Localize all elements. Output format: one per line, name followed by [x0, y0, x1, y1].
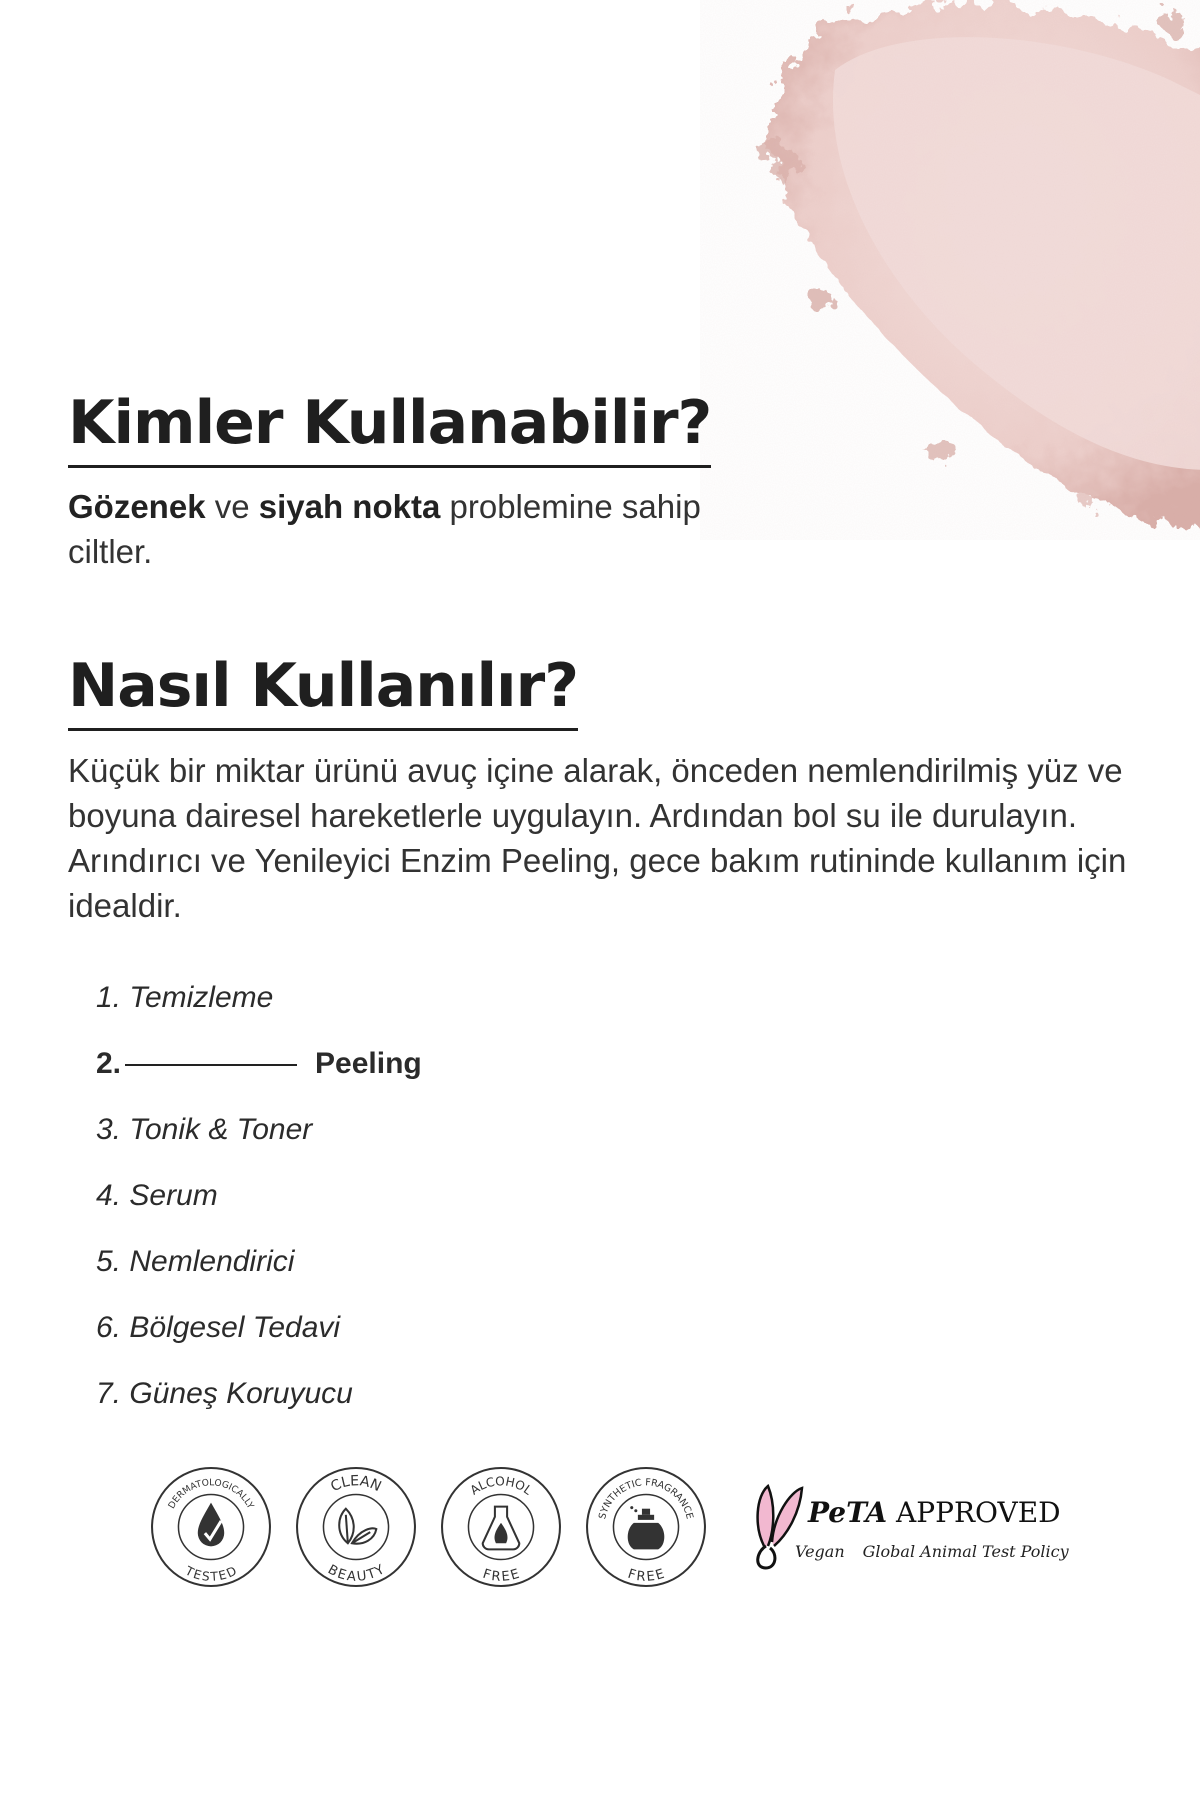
step-number: 4. [96, 1179, 122, 1212]
step-label: Nemlendirici [129, 1245, 295, 1278]
connector-text: ve [205, 488, 259, 525]
step-label: Serum [129, 1179, 218, 1212]
step-peeling [96, 1031, 422, 1097]
certification-badges [150, 1466, 1069, 1596]
peta-policy-text: Global Animal Test Policy [862, 1542, 1069, 1561]
problem-text: problemine sahip ciltler. [68, 488, 701, 570]
step-serum [96, 1163, 422, 1229]
step-toner [96, 1097, 422, 1163]
step-sunscreen [96, 1361, 422, 1427]
peta-vegan-text: Vegan [795, 1542, 845, 1561]
drop-check-icon [198, 1503, 224, 1547]
step-number: 1. [96, 981, 122, 1014]
bunny-ears-icon [750, 1476, 805, 1576]
step-label: Peeling [315, 1047, 422, 1080]
leaf-icon [339, 1509, 376, 1544]
derm-top-text: DERMATOLOGICALLY [167, 1478, 255, 1511]
step-number: 6. [96, 1311, 122, 1344]
routine-steps-list [96, 965, 422, 1427]
step-number: 5. [96, 1245, 122, 1278]
alcohol-free-badge [440, 1466, 562, 1588]
step-cleansing [96, 965, 422, 1031]
peta-title [808, 1496, 1061, 1529]
step-number: 3. [96, 1113, 122, 1146]
alcohol-top-text: ALCOHOL [467, 1474, 535, 1498]
svg-text:TESTED [182, 1563, 239, 1584]
how-to-use-heading: Nasıl Kullanılır? [68, 656, 578, 731]
step-indicator-line [125, 1064, 297, 1066]
powder-swatch-image [700, 0, 1200, 540]
pore-bold-text: Gözenek [68, 488, 206, 525]
clean-top-text: CLEAN [328, 1473, 384, 1496]
who-can-use-text [68, 484, 728, 574]
peta-subtitle [795, 1542, 1069, 1561]
step-number: 2. [96, 1047, 122, 1080]
flame-flask-icon [483, 1507, 520, 1550]
step-moisturizer [96, 1229, 422, 1295]
peta-approved-logo [750, 1476, 1069, 1576]
dermatologically-tested-badge [150, 1466, 272, 1588]
step-number: 7. [96, 1377, 122, 1410]
step-label: Bölgesel Tedavi [129, 1311, 341, 1344]
derm-bottom-text: TESTED [183, 1563, 239, 1584]
alcohol-bottom-text: FREE [480, 1566, 522, 1585]
who-can-use-heading: Kimler Kullanabilir? [68, 393, 711, 468]
peta-approved-text: APPROVED [887, 1496, 1061, 1529]
how-to-use-text: Küçük bir miktar ürünü avuç içine alarak, önceden nemlendirilmiş yüz ve boyuna dairesel hareketlerle uygulayın. Ardından bol su ile durulayın. Arındırıcı ve Yenileyici Enzim Peeling, gece bakım rutininde kullanım için idealdir. [68, 752, 1127, 924]
blackhead-bold-text: siyah nokta [258, 488, 441, 525]
step-label: Temizleme [129, 981, 274, 1014]
fragrance-top-text: SYNTHETIC FRAGRANCE [597, 1477, 695, 1521]
svg-text:CLEAN [328, 1473, 383, 1495]
perfume-bottle-icon [628, 1506, 665, 1549]
svg-text:FREE [481, 1567, 521, 1585]
step-spot-treatment [96, 1295, 422, 1361]
synthetic-fragrance-free-badge [585, 1466, 707, 1588]
clean-bottom-text: BEAUTY [325, 1562, 387, 1585]
fragrance-bottom-text: FREE [625, 1566, 667, 1585]
step-label: Güneş Koruyucu [129, 1377, 353, 1410]
step-label: Tonik & Toner [129, 1113, 313, 1146]
clean-beauty-badge [295, 1466, 417, 1588]
peta-brand-text: PeTA [808, 1496, 888, 1529]
svg-text:FREE [626, 1567, 666, 1585]
